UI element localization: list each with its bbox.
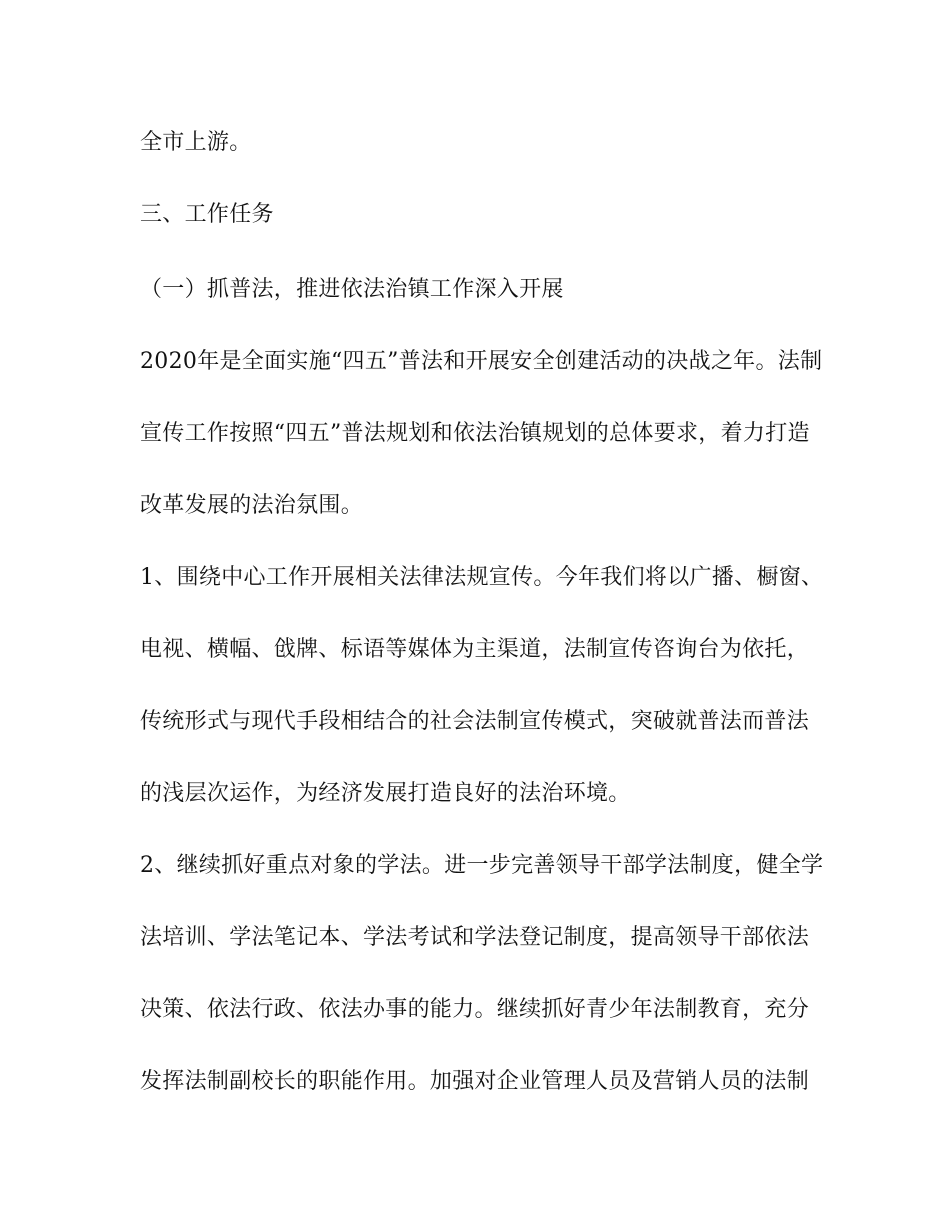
text-line-7: 1、围绕中心工作开展相关法律法规宣传。今年我们将以广播、橱窗、 [140,565,824,590]
text-line-1: 全市上游。 [140,130,252,155]
text-line-10: 的浅层次运作，为经济发展打造良好的法治环境。 [140,781,631,806]
subsection-heading-1: （一）抓普法，推进依法治镇工作深入开展 [140,277,564,302]
text-line-13: 决策、依法行政、依法办事的能力。继续抓好青少年法制教育，充分 [140,997,810,1022]
text-line-11: 2、继续抓好重点对象的学法。进一步完善领导干部学法制度，健全学 [140,853,824,878]
text-line-12: 法培训、学法笔记本、学法考试和学法登记制度，提高领导干部依法 [140,925,810,950]
section-heading-work-tasks: 三、工作任务 [140,202,274,227]
text-line-6: 改革发展的法治氛围。 [140,493,364,518]
text-line-14: 发挥法制副校长的职能作用。加强对企业管理人员及营销人员的法制 [140,1069,810,1094]
text-line-5: 宣传工作按照“四五”普法规划和依法治镇规划的总体要求，着力打造 [140,421,810,446]
text-line-9: 传统形式与现代手段相结合的社会法制宣传模式，突破就普法而普法 [140,709,810,734]
text-line-4: 2020年是全面实施“四五”普法和开展安全创建活动的决战之年。法制 [140,349,823,374]
text-line-8: 电视、横幅、戗牌、标语等媒体为主渠道，法制宣传咨询台为依托， [140,637,810,662]
